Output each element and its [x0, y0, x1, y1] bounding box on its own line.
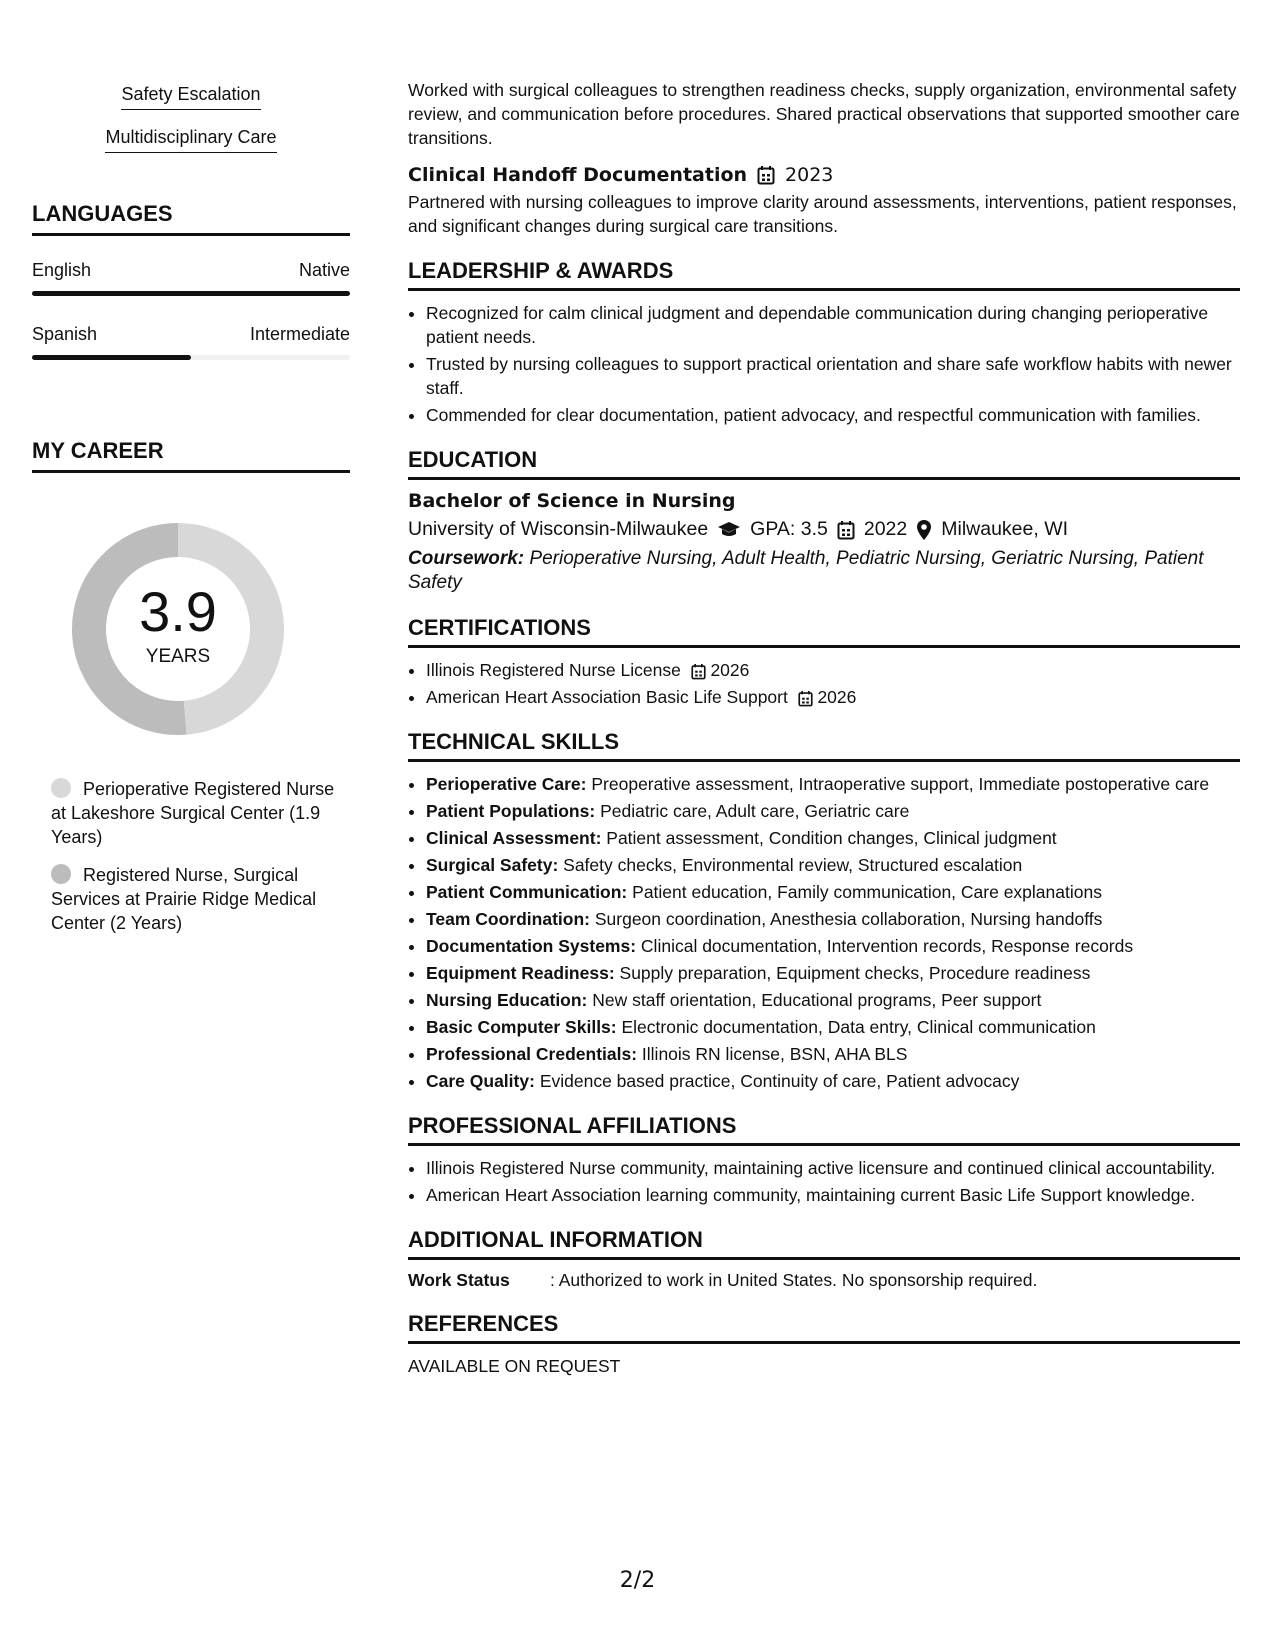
sidebar	[32, 84, 350, 949]
languages-heading: LANGUAGES	[32, 201, 350, 236]
skill-text: Pediatric care, Adult care, Geriatric care	[600, 801, 910, 821]
legend-dot-icon	[51, 864, 71, 884]
skill-text: Electronic documentation, Data entry, Clinical communication	[621, 1017, 1096, 1037]
language-proficiency-fill	[32, 355, 191, 360]
career-total-value: 3.9	[139, 580, 217, 643]
skill-tag: Safety Escalation	[32, 84, 350, 110]
education-school: University of Wisconsin-Milwaukee	[408, 518, 709, 540]
project-description: Partnered with nursing colleagues to improve clarity around assessments, interventions, patient responses, and significant changes during surgical care transitions.	[408, 192, 1237, 236]
work-status-row	[408, 1270, 1240, 1291]
certification-item: • American Heart Association Basic Life Support 2026	[426, 685, 1240, 709]
skill-text: Clinical documentation, Intervention records, Response records	[640, 936, 1134, 956]
skill-label: Care Quality:	[426, 1071, 535, 1091]
career-legend-item: Perioperative Registered Nurse at Lakeshore Surgical Center (1.9 Years)	[51, 779, 335, 847]
main-column	[408, 78, 1240, 1378]
skill-item	[426, 1042, 1240, 1066]
page-number: 2/2	[619, 1568, 656, 1593]
language-item	[32, 324, 350, 360]
language-proficiency-fill	[32, 291, 350, 296]
education-heading: EDUCATION	[408, 447, 1240, 480]
technical-skills-heading: TECHNICAL SKILLS	[408, 729, 1240, 762]
skill-label: Patient Populations:	[426, 801, 596, 821]
references-heading: REFERENCES	[408, 1311, 1240, 1344]
language-level: Native	[298, 260, 350, 280]
skill-label: Surgical Safety:	[426, 855, 559, 875]
skill-label: Patient Communication:	[426, 882, 628, 902]
education-degree: Bachelor of Science in Nursing	[408, 490, 736, 512]
certifications-list	[408, 658, 1240, 709]
skill-text: Evidence based practice, Continuity of care, Patient advocacy	[539, 1071, 1020, 1091]
list-item: • Recognized for calm clinical judgment and dependable communication during changing perioperative patient needs.	[426, 301, 1240, 349]
skill-item	[426, 853, 1240, 877]
skill-tag: Multidisciplinary Care	[32, 127, 350, 153]
skill-label: Equipment Readiness:	[426, 963, 615, 983]
skill-item	[426, 799, 1240, 823]
skill-item	[426, 826, 1240, 850]
skill-text: Preoperative assessment, Intraoperative support, Immediate postoperative care	[591, 774, 1210, 794]
skill-item	[426, 880, 1240, 904]
skill-text: Patient assessment, Condition changes, Clinical judgment	[606, 828, 1057, 848]
language-name: Spanish	[32, 324, 98, 344]
skill-item	[426, 961, 1240, 985]
education-coursework	[408, 547, 1240, 595]
skill-text: Safety checks, Environmental review, Structured escalation	[563, 855, 1023, 875]
skill-text: Patient education, Family communication, Care explanations	[632, 882, 1102, 902]
skill-label: Team Coordination:	[426, 909, 590, 929]
skill-item	[426, 934, 1240, 958]
coursework-label: Coursework:	[408, 548, 525, 569]
legend-dot-icon	[51, 778, 71, 798]
skill-label: Clinical Assessment:	[426, 828, 602, 848]
skill-text: Illinois RN license, BSN, AHA BLS	[641, 1044, 908, 1064]
career-total-unit: YEARS	[145, 646, 211, 667]
leadership-list	[408, 301, 1240, 427]
project-year: 2023	[785, 164, 834, 186]
language-proficiency-bar	[32, 291, 350, 296]
language-item	[32, 260, 350, 296]
skill-label: Professional Credentials:	[426, 1044, 638, 1064]
list-item: • American Heart Association learning community, maintaining current Basic Life Support knowledge.	[426, 1183, 1240, 1207]
skill-label: Nursing Education:	[426, 990, 588, 1010]
skill-item	[426, 988, 1240, 1012]
list-item: • Commended for clear documentation, patient advocacy, and respectful communication with families.	[426, 403, 1240, 427]
leadership-heading: LEADERSHIP & AWARDS	[408, 258, 1240, 291]
skill-label: Basic Computer Skills:	[426, 1017, 617, 1037]
skill-item	[426, 907, 1240, 931]
calendar-icon	[837, 520, 855, 540]
language-name: English	[32, 260, 92, 280]
calendar-icon	[691, 663, 706, 680]
references-text: AVAILABLE ON REQUEST	[408, 1356, 621, 1376]
technical-skills-list	[408, 772, 1240, 1093]
intro-paragraph: Worked with surgical colleagues to strengthen readiness checks, supply organization, environmental safety review, and communication before procedures. Shared practical observations that supported smoother care transitions.	[408, 80, 1240, 148]
list-item: • Illinois Registered Nurse community, maintaining active licensure and continued clinical accountability.	[426, 1156, 1240, 1180]
calendar-icon	[757, 165, 775, 185]
work-status-label: Work Status	[408, 1270, 510, 1290]
skill-text: Supply preparation, Equipment checks, Procedure readiness	[619, 963, 1091, 983]
skill-label: Documentation Systems:	[426, 936, 637, 956]
graduation-cap-icon	[717, 521, 741, 539]
project-title-row	[408, 164, 1240, 186]
language-proficiency-bar	[32, 355, 350, 360]
career-donut-chart	[66, 517, 290, 741]
career-legend-item: Registered Nurse, Surgical Services at Prairie Ridge Medical Center (2 Years)	[51, 865, 317, 933]
language-level: Intermediate	[249, 324, 350, 344]
list-item: • Trusted by nursing colleagues to support practical orientation and share safe workflow habits with newer staff.	[426, 352, 1240, 400]
calendar-icon	[798, 690, 813, 707]
education-gpa: GPA: 3.5	[750, 518, 828, 540]
coursework-list: Perioperative Nursing, Adult Health, Pediatric Nursing, Geriatric Nursing, Patient Safety	[408, 548, 1204, 593]
skill-item	[426, 772, 1240, 796]
skill-item	[426, 1015, 1240, 1039]
affiliations-list	[408, 1156, 1240, 1207]
skill-item	[426, 1069, 1240, 1093]
education-year: 2022	[863, 518, 908, 540]
project-title: Clinical Handoff Documentation	[408, 164, 748, 186]
location-pin-icon	[916, 519, 932, 541]
work-status-value: : Authorized to work in United States. No sponsorship required.	[550, 1270, 1038, 1290]
education-location: Milwaukee, WI	[941, 518, 1069, 540]
education-details	[408, 518, 1240, 541]
skill-text: New staff orientation, Educational programs, Peer support	[592, 990, 1042, 1010]
skill-text: Surgeon coordination, Anesthesia collaboration, Nursing handoffs	[594, 909, 1103, 929]
affiliations-heading: PROFESSIONAL AFFILIATIONS	[408, 1113, 1240, 1146]
additional-info-heading: ADDITIONAL INFORMATION	[408, 1227, 1240, 1260]
career-heading: MY CAREER	[32, 438, 350, 473]
career-legend	[32, 777, 350, 935]
certification-item: • Illinois Registered Nurse License 2026	[426, 658, 1240, 682]
skill-label: Perioperative Care:	[426, 774, 587, 794]
certifications-heading: CERTIFICATIONS	[408, 615, 1240, 648]
